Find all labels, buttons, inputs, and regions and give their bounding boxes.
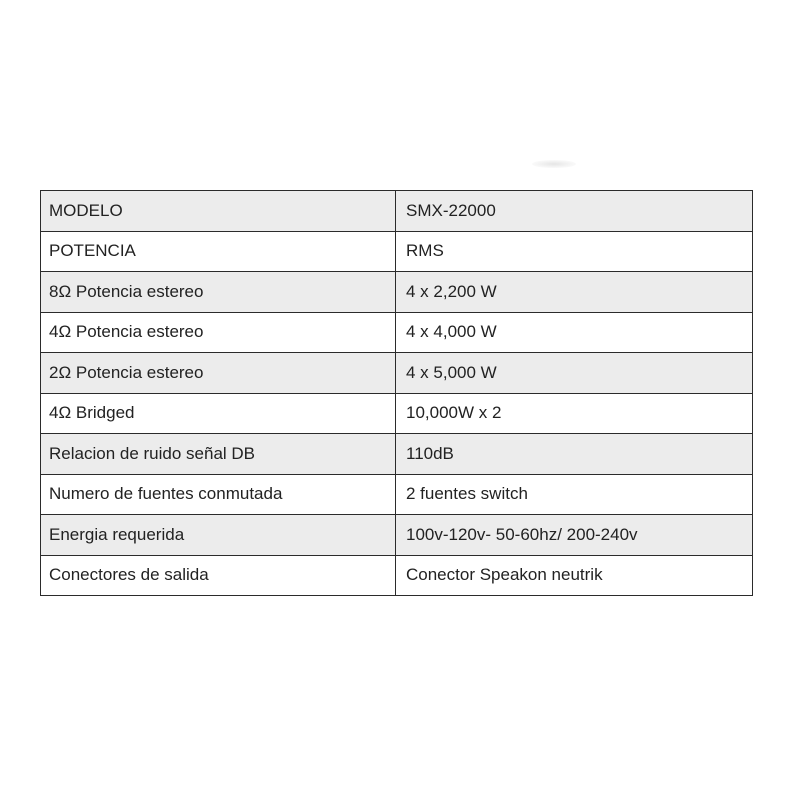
spec-value: Conector Speakon neutrik [396,555,753,596]
spec-value: 110dB [396,434,753,475]
spec-label: POTENCIA [41,231,396,272]
table-row [41,191,753,232]
spec-value: 10,000W x 2 [396,393,753,434]
spec-label: 2Ω Potencia estereo [41,353,396,394]
spec-label: Conectores de salida [41,555,396,596]
table-row [41,353,753,394]
table-row [41,474,753,515]
spec-table [40,190,753,596]
spec-label: Energia requerida [41,515,396,556]
table-row [41,272,753,313]
table-row [41,434,753,475]
spec-value: 100v-120v- 50-60hz/ 200-240v [396,515,753,556]
spec-label: 4Ω Potencia estereo [41,312,396,353]
table-row [41,393,753,434]
spec-value: 2 fuentes switch [396,474,753,515]
table-row [41,555,753,596]
spec-value: 4 x 4,000 W [396,312,753,353]
spec-value: 4 x 2,200 W [396,272,753,313]
table-row [41,231,753,272]
spec-value: SMX-22000 [396,191,753,232]
spec-label: 8Ω Potencia estereo [41,272,396,313]
spec-label: MODELO [41,191,396,232]
table-row [41,515,753,556]
spec-value: 4 x 5,000 W [396,353,753,394]
background-shadow [532,160,576,168]
spec-label: Numero de fuentes conmutada [41,474,396,515]
table-row [41,312,753,353]
spec-label: Relacion de ruido señal DB [41,434,396,475]
spec-value: RMS [396,231,753,272]
spec-label: 4Ω Bridged [41,393,396,434]
